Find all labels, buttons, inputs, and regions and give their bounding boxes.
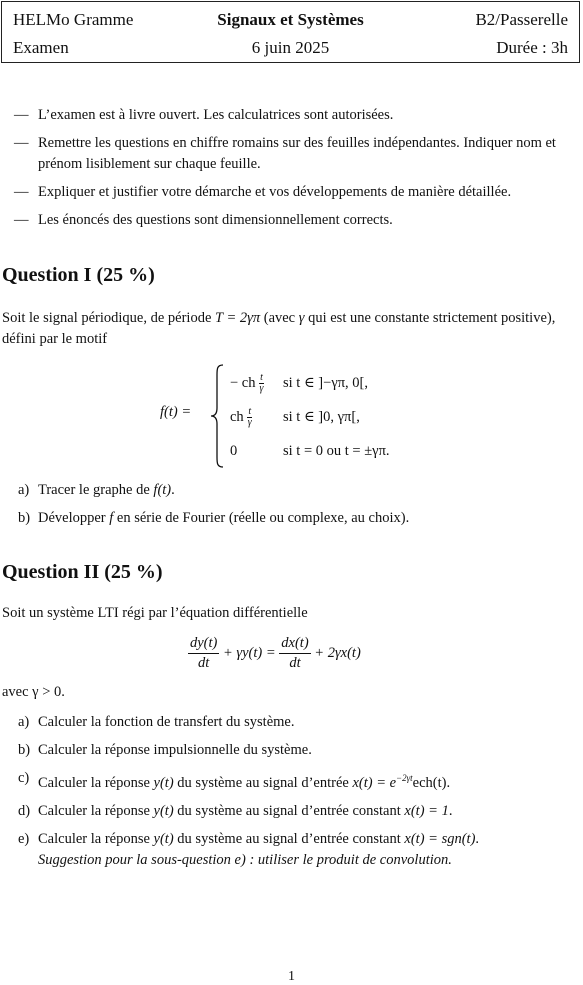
list-item: d) Calculer la réponse y(t) du système au signal d’entrée constant x(t) = 1. — [18, 802, 453, 819]
case-2-expression: ch $\frac{t}{\gamma}$ — [230, 406, 252, 428]
exam-label: Examen — [13, 38, 69, 57]
instruction-item: — Les énoncés des questions sont dimensionnellement corrects. — [0, 210, 583, 231]
question-2-items — [0, 712, 583, 878]
question-1-title: Question I (25 %) — [2, 264, 155, 286]
page-number: 1 — [288, 969, 295, 984]
question-1-intro: Soit le signal périodique, de période T = 2γπ (avec γ qui est une constante strictement positive), défini par le motif — [2, 310, 556, 347]
instruction-item: — L’examen est à livre ouvert. Les calculatrices sont autorisées. — [0, 105, 583, 126]
case-1-condition: si t ∈ ]−γπ, 0[, — [283, 375, 368, 391]
piecewise-definition — [160, 362, 460, 472]
dash-marker: — — [14, 184, 29, 200]
list-item: a) Tracer le graphe de f(t). — [18, 482, 175, 498]
level-label: B2/Passerelle — [475, 10, 568, 29]
instruction-item: — Remettre les questions en chiffre romains sur des feuilles indépendantes. Indiquer nom et prénom lisiblement sur chaque feuille. — [14, 135, 556, 172]
function-label: f(t) = — [160, 404, 192, 420]
suggestion-text: Suggestion pour la sous-question e) : utiliser le produit de convolution. — [38, 851, 452, 868]
dash-marker: — — [14, 135, 29, 151]
question-2-title: Question II (25 %) — [2, 561, 163, 583]
dash-marker: — — [14, 107, 29, 123]
instruction-item: — Expliquer et justifier votre démarche et vos développements de manière détaillée. — [0, 182, 583, 203]
list-item: b) Calculer la réponse impulsionnelle du système. — [18, 742, 312, 758]
course-title: Signaux et Systèmes — [217, 10, 364, 29]
case-2-condition: si t ∈ ]0, γπ[, — [283, 409, 360, 425]
instructions-list — [0, 105, 583, 238]
exam-header — [1, 1, 580, 63]
case-1-expression: − ch $\frac{t}{\gamma}$ — [230, 372, 264, 394]
exam-date: 6 juin 2025 — [251, 38, 330, 57]
case-3-condition: si t = 0 ou t = ±γπ. — [283, 443, 390, 459]
exam-duration: Durée : 3h — [496, 38, 568, 57]
left-brace — [208, 362, 226, 470]
case-3-expression: 0 — [230, 443, 238, 459]
list-item: b) Développer f en série de Fourier (réelle ou complexe, au choix). — [18, 510, 410, 526]
dash-marker: — — [14, 212, 29, 228]
question-2-intro: Soit un système LTI régi par l’équation différentielle — [2, 605, 308, 621]
list-item: c) Calculer la réponse y(t) du système au signal d’entrée $x(t) = e^{-2\gamma t}ech(t)$. — [18, 770, 451, 791]
school-name: HELMo Gramme — [13, 10, 134, 29]
question-1-items — [0, 480, 583, 536]
gamma-condition: avec γ > 0. — [2, 684, 65, 700]
list-item: e) Calculer la réponse y(t) du système au signal d’entrée constant x(t) = sgn(t). Suggestion pour la sous-question e) : utiliser le produit de convolution. — [18, 830, 480, 868]
differential-equation: $\frac{dy(t)}{dt}$ + γy(t) = $\frac{dx(t)}{dt}$ + 2γx(t) — [190, 635, 361, 671]
list-item: a) Calculer la fonction de transfert du système. — [18, 714, 295, 730]
